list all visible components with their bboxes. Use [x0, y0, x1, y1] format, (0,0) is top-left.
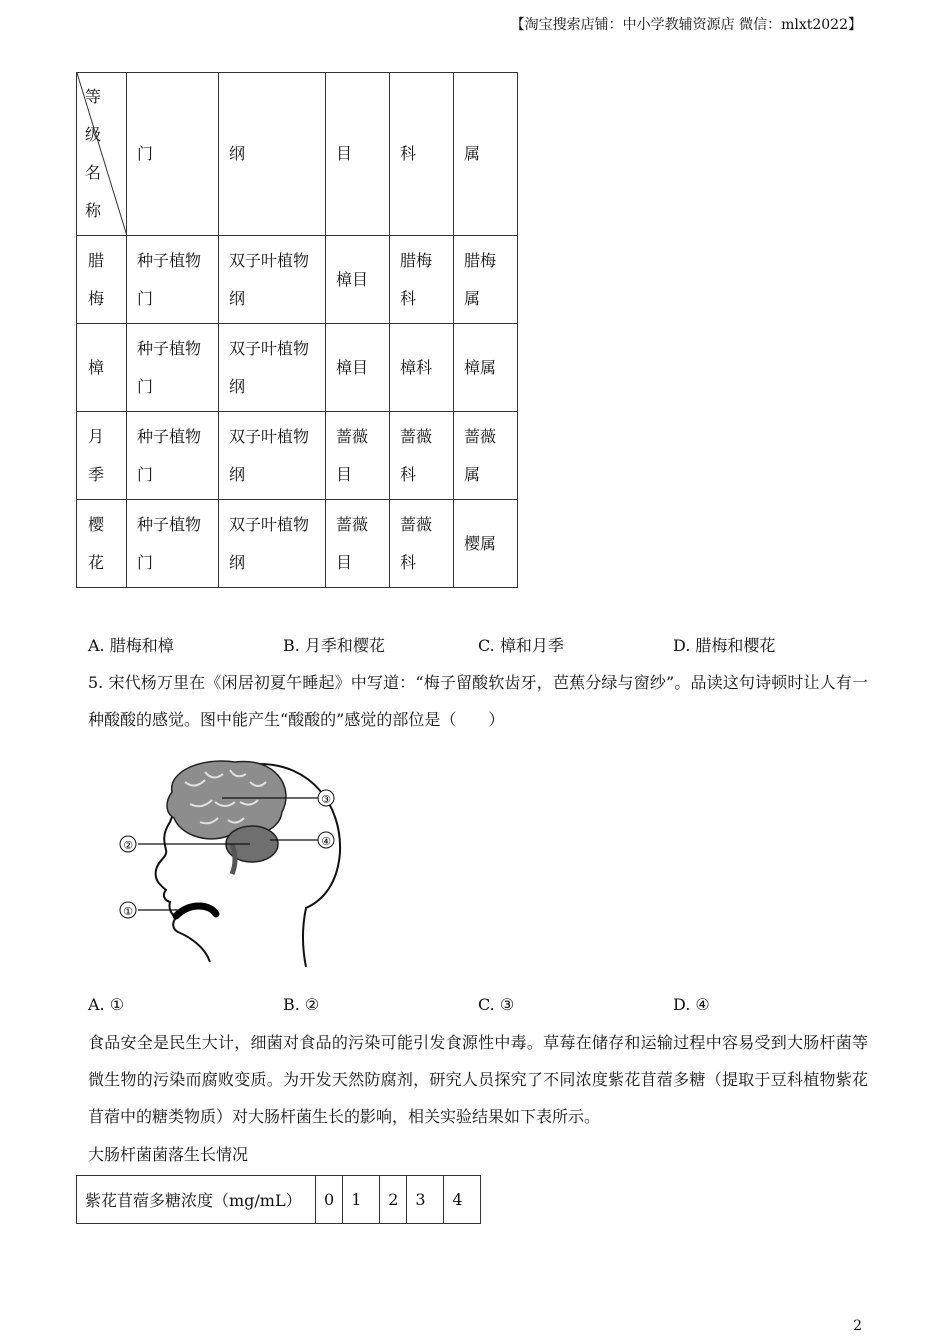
taxon-line: 蔷薇	[464, 426, 497, 446]
plant-name: 樟	[87, 357, 104, 377]
concentration-cell: 2	[380, 1176, 407, 1224]
column-header: 纲	[219, 73, 326, 236]
option-a[interactable]: A. ①	[88, 995, 125, 1014]
taxon-line: 科	[400, 464, 417, 484]
label-4: ④	[321, 835, 331, 848]
taxon-line: 门	[137, 288, 154, 308]
column-header: 门	[127, 73, 219, 236]
taxon-line: 纲	[229, 552, 246, 572]
taxon-line: 属	[464, 464, 481, 484]
taxon-line: 纲	[229, 464, 246, 484]
taxon-line: 目	[336, 552, 353, 572]
corner-char: 级	[85, 125, 102, 144]
cerebrum-shape	[167, 761, 286, 839]
head-brain-figure	[110, 752, 350, 972]
taxon-cell	[390, 500, 454, 588]
taxon-line: 种子植物	[137, 250, 202, 270]
taxon-cell	[127, 500, 219, 588]
concentration-cell: 0	[316, 1176, 343, 1224]
taxon-line: 双子叶植物	[229, 514, 310, 534]
taxon-line: 樟科	[400, 357, 433, 377]
option-d[interactable]: D. 腊梅和樱花	[673, 636, 776, 655]
taxon-line: 樟目	[336, 357, 369, 377]
label-3: ③	[321, 793, 331, 806]
taxon-line: 纲	[229, 376, 246, 396]
table-row	[77, 412, 518, 500]
taxon-cell	[219, 324, 326, 412]
option-c[interactable]: C. 樟和月季	[478, 636, 564, 655]
taxon-line: 种子植物	[137, 338, 202, 358]
corner-char: 名	[85, 163, 102, 182]
taxon-cell	[390, 236, 454, 324]
taxon-line: 门	[137, 552, 154, 572]
taxon-cell	[326, 412, 390, 500]
taxon-cell	[219, 500, 326, 588]
q5-options	[88, 995, 868, 1014]
table-row	[77, 500, 518, 588]
taxon-line: 蔷薇	[400, 514, 433, 534]
q4-options	[88, 633, 868, 656]
table-row	[77, 324, 518, 412]
taxon-line: 门	[137, 376, 154, 396]
classification-table	[76, 72, 518, 588]
corner-char: 称	[85, 201, 102, 220]
taxon-line: 蔷薇	[336, 426, 369, 446]
taxon-cell	[326, 324, 390, 412]
taxon-cell	[390, 324, 454, 412]
option-a[interactable]: A. 腊梅和樟	[88, 636, 174, 655]
plant-name: 花	[87, 552, 104, 572]
passage-text: 食品安全是民生大计，细菌对食品的污染可能引发食源性中毒。草莓在储存和运输过程中容易受到大肠杆菌等微生物的污染而腐败变质。为开发天然防腐剂，研究人员探究了不同浓度紫花苜蓿多糖（提取于豆科植物紫花苜蓿中的糖类物质）对大肠杆菌生长的影响，相关实验结果如下表所示。	[88, 1033, 868, 1126]
plant-name: 樱	[87, 514, 104, 534]
taxon-cell	[127, 412, 219, 500]
diagonal-header-cell	[77, 73, 127, 236]
option-c[interactable]: C. ③	[478, 995, 515, 1014]
plant-name: 月	[87, 426, 104, 446]
plant-name: 腊	[87, 250, 104, 270]
question-5-text: 5. 宋代杨万里在《闲居初夏午睡起》中写道：“梅子留酸软齿牙，芭蕉分绿与窗纱”。品读这句诗顿时让人有一种酸酸的感觉。图中能产生“酸酸的”感觉的部位是（ ）	[88, 673, 868, 729]
taxon-cell	[454, 500, 518, 588]
concentration-header: 紫花苜蓿多糖浓度（mg/mL）	[77, 1176, 316, 1224]
taxon-cell	[326, 500, 390, 588]
taxon-line: 科	[400, 288, 417, 308]
taxon-line: 种子植物	[137, 514, 202, 534]
taxon-line: 樱属	[464, 533, 497, 553]
taxon-cell	[454, 236, 518, 324]
concentration-cell: 3	[407, 1176, 444, 1224]
concentration-cell: 1	[343, 1176, 380, 1224]
taxon-line: 蔷薇	[400, 426, 433, 446]
plant-name: 梅	[87, 288, 104, 308]
taxon-line: 双子叶植物	[229, 250, 310, 270]
taxon-line: 双子叶植物	[229, 338, 310, 358]
taxon-line: 门	[137, 464, 154, 484]
taxon-line: 科	[400, 552, 417, 572]
brainstem-shape	[232, 844, 235, 874]
option-b[interactable]: B. ②	[283, 995, 320, 1014]
option-b[interactable]: B. 月季和樱花	[283, 636, 385, 655]
taxon-cell	[454, 412, 518, 500]
taxon-cell	[219, 236, 326, 324]
taxon-line: 属	[464, 288, 481, 308]
taxon-line: 蔷薇	[336, 514, 369, 534]
taxon-line: 种子植物	[137, 426, 202, 446]
taxon-line: 樟目	[336, 269, 369, 289]
taxon-line: 樟属	[464, 357, 497, 377]
taxon-line: 腊梅	[400, 250, 433, 270]
taxon-cell	[390, 412, 454, 500]
taxon-cell	[127, 324, 219, 412]
table-row	[77, 236, 518, 324]
plant-name-cell	[77, 324, 127, 412]
table-title: 大肠杆菌菌落生长情况	[88, 1145, 249, 1164]
taxon-cell	[326, 236, 390, 324]
taxon-cell	[219, 412, 326, 500]
taxon-line: 腊梅	[464, 250, 497, 270]
header-note: 【淘宝搜索店铺：中小学教辅资源店 微信：mlxt2022】	[510, 17, 862, 33]
corner-char: 等	[85, 87, 102, 106]
tongue-shape	[176, 906, 216, 916]
column-header: 属	[454, 73, 518, 236]
taxon-cell	[454, 324, 518, 412]
option-d[interactable]: D. ④	[673, 995, 710, 1014]
diagonal-line	[77, 73, 127, 236]
column-header: 科	[390, 73, 454, 236]
taxon-cell	[127, 236, 219, 324]
label-1: ①	[123, 905, 133, 918]
taxon-line: 纲	[229, 288, 246, 308]
page-number: 2	[853, 1318, 862, 1334]
column-header: 目	[326, 73, 390, 236]
plant-name-cell	[77, 412, 127, 500]
plant-name-cell	[77, 236, 127, 324]
plant-name: 季	[87, 464, 104, 484]
taxon-line: 目	[336, 464, 353, 484]
ecoli-growth-table	[76, 1175, 481, 1224]
plant-name-cell	[77, 500, 127, 588]
taxon-line: 双子叶植物	[229, 426, 310, 446]
label-2: ②	[123, 839, 133, 852]
concentration-cell: 4	[444, 1176, 481, 1224]
